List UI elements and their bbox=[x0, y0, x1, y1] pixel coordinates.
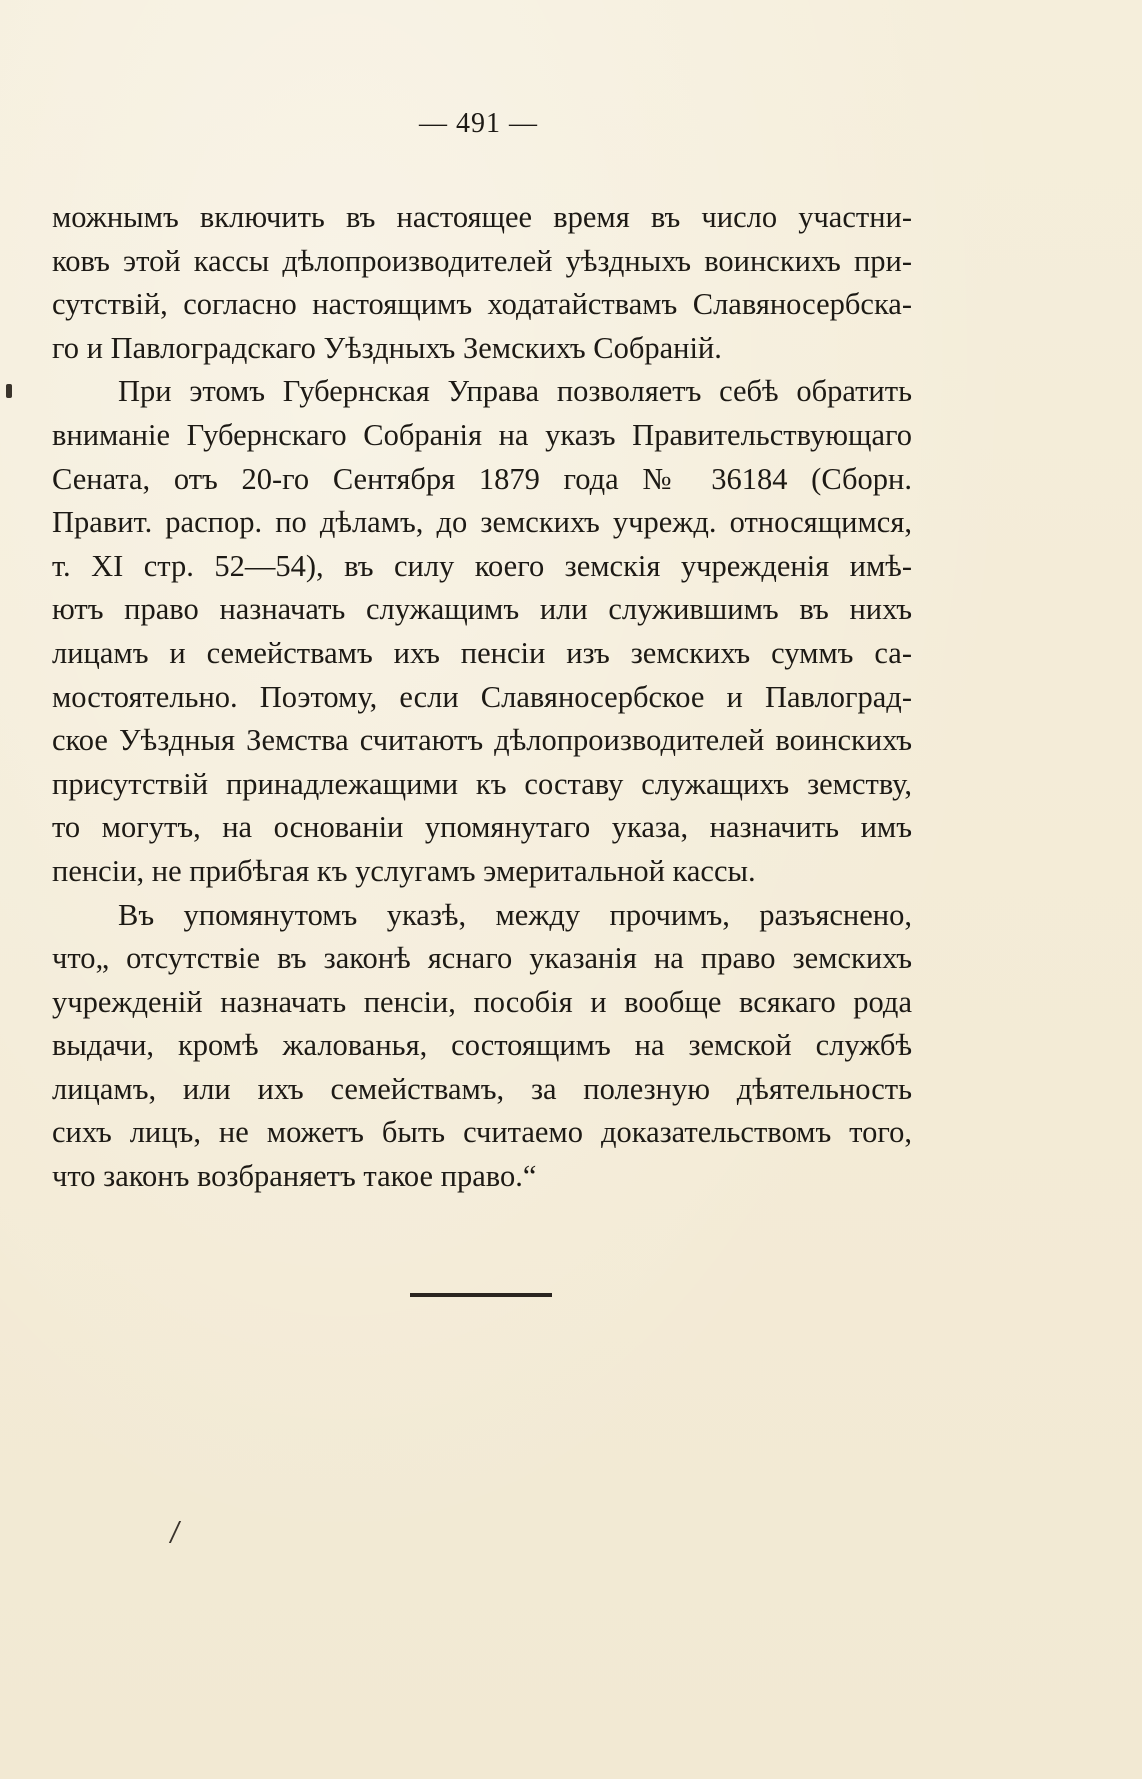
text-line: сутствій, согласно настоящимъ ходатайствамъ Славяносербска- bbox=[52, 287, 912, 322]
text-line: вниманіе Губернскаго Собранія на указъ Правительствующаго bbox=[52, 417, 912, 452]
text-line: пенсіи, не прибѣгая къ услугамъ эмеритальной кассы. bbox=[52, 853, 756, 888]
text-line: го и Павлоградскаго Уѣздныхъ Земскихъ Собраній. bbox=[52, 330, 722, 365]
paragraph-1 bbox=[52, 196, 912, 370]
body-text bbox=[52, 196, 912, 1199]
text-line: ское Уѣздныя Земства считаютъ дѣлопроизводителей воинскихъ bbox=[52, 723, 912, 758]
text-line: учрежденій назначать пенсіи, пособія и вообще всякаго рода bbox=[52, 984, 912, 1019]
text-line: можнымъ включить въ настоящее время въ число участни- bbox=[52, 200, 912, 234]
text-line: Сената, отъ 20-го Сентября 1879 года № 36184 (Сборн. bbox=[52, 461, 912, 496]
text-line: ковъ этой кассы дѣлопроизводителей уѣздныхъ воинскихъ при- bbox=[52, 243, 912, 278]
text-line: лицамъ и семействамъ ихъ пенсіи изъ земскихъ суммъ са- bbox=[52, 635, 912, 670]
text-line: что„ отсутствіе въ законѣ яснаго указанія на право земскихъ bbox=[52, 941, 912, 976]
text-line: ютъ право назначать служащимъ или служившимъ въ нихъ bbox=[52, 592, 912, 627]
separator-rule bbox=[410, 1293, 552, 1297]
paragraph-2 bbox=[52, 370, 912, 893]
text-line: присутствій принадлежащими къ составу служащихъ земству, bbox=[52, 766, 912, 801]
paragraph-3 bbox=[52, 894, 912, 1199]
text-line: выдачи, кромѣ жалованья, состоящимъ на земской службѣ bbox=[52, 1028, 912, 1063]
margin-ink-mark bbox=[6, 384, 12, 398]
text-line: При этомъ Губернская Управа позволяетъ себѣ обратить bbox=[118, 374, 912, 409]
text-line: сихъ лицъ, не можетъ быть считаемо доказательствомъ того, bbox=[52, 1115, 912, 1150]
text-line: т. XI стр. 52—54), въ силу коего земскія учрежденія имѣ- bbox=[52, 548, 912, 583]
page-number: — 491 — bbox=[419, 108, 538, 139]
text-line: Правит. распор. по дѣламъ, до земскихъ учрежд. относящимся, bbox=[52, 505, 912, 540]
text-line: мостоятельно. Поэтому, если Славяносербское и Павлоград- bbox=[52, 679, 912, 714]
text-line: что законъ возбраняетъ такое право.“ bbox=[52, 1159, 537, 1194]
stray-pencil-mark bbox=[169, 1521, 195, 1543]
text-line: то могутъ, на основаніи упомянутаго указа, назначить имъ bbox=[52, 810, 912, 845]
text-line: лицамъ, или ихъ семействамъ, за полезную дѣятельность bbox=[52, 1071, 912, 1106]
text-line: Въ упомянутомъ указѣ, между прочимъ, разъяснено, bbox=[118, 897, 912, 932]
